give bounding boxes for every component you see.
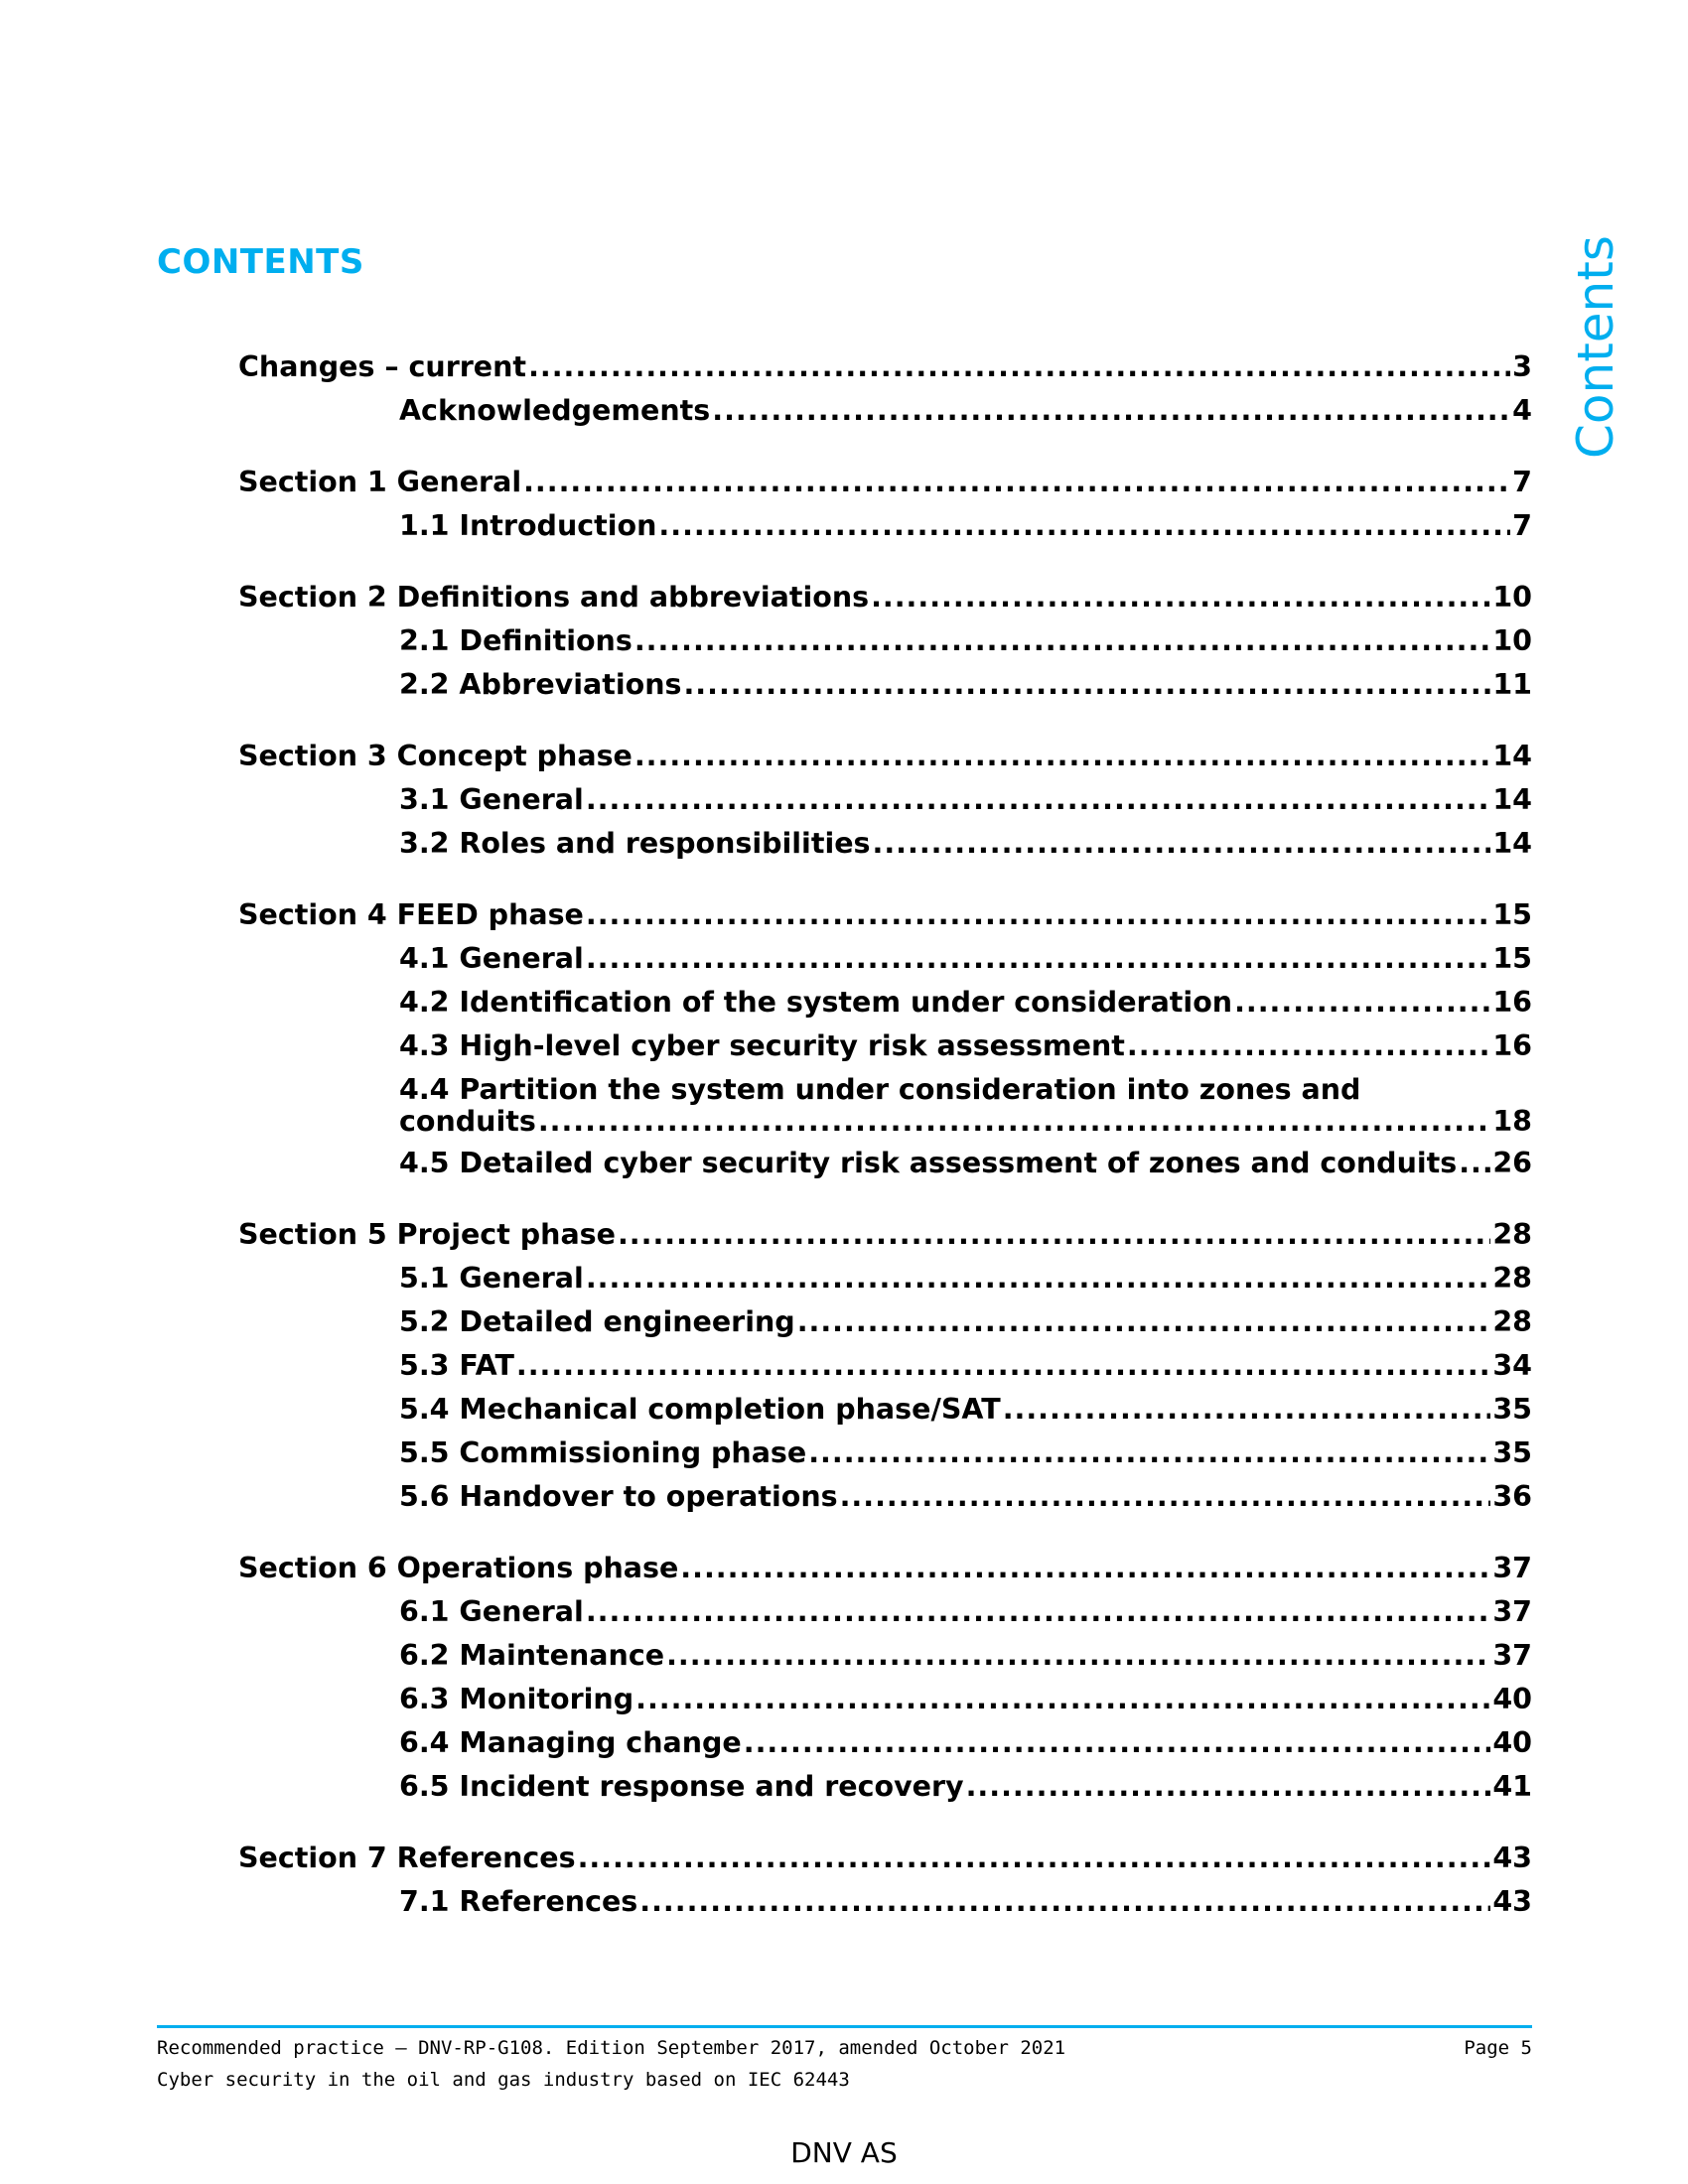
toc-leader (873, 828, 1491, 860)
toc-leader (586, 943, 1491, 975)
toc-entry-page: 15 (1492, 942, 1532, 975)
toc-leader (840, 1481, 1491, 1513)
toc-entry-section-5[interactable] (238, 1219, 1532, 1251)
toc-entry-5-5[interactable] (399, 1437, 1532, 1469)
toc-entry-page: 15 (1492, 898, 1532, 931)
toc-entry-5-3[interactable] (399, 1350, 1532, 1382)
toc-entry-page: 37 (1492, 1639, 1532, 1672)
toc-leader (808, 1437, 1490, 1469)
toc-entry-page: 10 (1492, 581, 1532, 614)
toc-entry-section-2[interactable] (238, 582, 1532, 614)
toc-entry-section-3[interactable] (238, 741, 1532, 772)
toc-entry-page: 26 (1492, 1147, 1532, 1179)
toc-entry-title: Section 5 Project phase (238, 1218, 616, 1251)
toc-entry-line2 (399, 1106, 1532, 1138)
toc-entry-6-4[interactable] (399, 1727, 1532, 1759)
toc-entry-page: 34 (1492, 1349, 1532, 1382)
toc-leader (1234, 987, 1490, 1019)
toc-entry-changes[interactable] (238, 351, 1532, 383)
footer-organization: DNV AS (790, 2136, 898, 2169)
toc-leader (744, 1727, 1491, 1759)
toc-entry-page: 40 (1492, 1683, 1532, 1715)
toc-leader (639, 1886, 1490, 1918)
toc-entry-page: 16 (1492, 986, 1532, 1019)
toc-entry-4-2[interactable] (399, 987, 1532, 1019)
toc-entry-title: Section 3 Concept phase (238, 740, 633, 772)
toc-leader (586, 1596, 1491, 1628)
toc-entry-page: 36 (1492, 1480, 1532, 1513)
toc-leader (1003, 1394, 1491, 1426)
toc-entry-title: 6.3 Monitoring (399, 1683, 634, 1715)
toc-entry-4-1[interactable] (399, 943, 1532, 975)
toc-leader (523, 467, 1510, 498)
toc-entry-4-5[interactable] (399, 1148, 1532, 1179)
toc-entry-page: 43 (1492, 1885, 1532, 1918)
toc-entry-section-1[interactable] (238, 467, 1532, 498)
toc-entry-title: Section 2 Definitions and abbreviations (238, 581, 870, 614)
toc-entry-title: 2.2 Abbreviations (399, 668, 682, 701)
toc-leader (634, 625, 1491, 657)
toc-leader (797, 1306, 1491, 1338)
footer-document-title: Cyber security in the oil and gas industry based on IEC 62443 (157, 2069, 850, 2091)
toc-leader (658, 510, 1510, 542)
toc-entry-page: 14 (1492, 783, 1532, 816)
toc-entry-page: 14 (1492, 827, 1532, 860)
toc-entry-title: 5.3 FAT (399, 1349, 514, 1382)
toc-entry-title: 4.5 Detailed cyber security risk assessment of zones and conduits (399, 1147, 1458, 1179)
toc-entry-title: Changes – current (238, 350, 527, 383)
toc-entry-title: 6.4 Managing change (399, 1726, 742, 1759)
toc-entry-title: 4.3 High-level cyber security risk assessment (399, 1029, 1125, 1062)
toc-leader (538, 1106, 1491, 1138)
toc-entry-title: Acknowledgements (399, 394, 711, 427)
toc-leader (634, 741, 1490, 772)
toc-entry-page: 41 (1492, 1770, 1532, 1803)
toc-entry-page: 11 (1492, 668, 1532, 701)
toc-entry-section-7[interactable] (238, 1843, 1532, 1874)
toc-entry-title: 5.1 General (399, 1262, 584, 1295)
toc-leader (516, 1350, 1490, 1382)
toc-leader (683, 669, 1490, 701)
toc-entry-page: 18 (1492, 1105, 1532, 1138)
toc-entry-title: 5.6 Handover to operations (399, 1480, 838, 1513)
toc-entry-page: 7 (1512, 509, 1532, 542)
toc-entry-page: 37 (1492, 1552, 1532, 1584)
toc-entry-4-3[interactable] (399, 1030, 1532, 1062)
side-tab-label: Contents (1567, 235, 1624, 459)
toc-entry-acknowledgements[interactable] (399, 395, 1532, 427)
toc-entry-section-4[interactable] (238, 899, 1532, 931)
toc-leader (586, 899, 1490, 931)
toc-entry-page: 43 (1492, 1842, 1532, 1874)
toc-leader (666, 1640, 1490, 1672)
toc-entry-title: 4.1 General (399, 942, 584, 975)
toc-entry-title: Section 4 FEED phase (238, 898, 584, 931)
toc-entry-page: 4 (1512, 394, 1532, 427)
toc-entry-page: 37 (1492, 1595, 1532, 1628)
toc-entry-page: 3 (1512, 350, 1532, 383)
toc-entry-title: 4.2 Identification of the system under consideration (399, 986, 1233, 1019)
toc-entry-6-3[interactable] (399, 1684, 1532, 1715)
footer-divider (157, 2025, 1532, 2028)
toc-entry-3-2[interactable] (399, 828, 1532, 860)
toc-entry-page: 28 (1492, 1305, 1532, 1338)
toc-entry-page: 35 (1492, 1436, 1532, 1469)
toc-entry-page: 16 (1492, 1029, 1532, 1062)
toc-entry-title: 3.2 Roles and responsibilities (399, 827, 871, 860)
toc-entry-title-line2: conduits (399, 1105, 536, 1138)
toc-entry-page: 7 (1512, 466, 1532, 498)
toc-leader (635, 1684, 1490, 1715)
toc-entry-2-1[interactable] (399, 625, 1532, 657)
toc-entry-title: 6.1 General (399, 1595, 584, 1628)
toc-leader (528, 351, 1510, 383)
toc-leader (586, 1263, 1491, 1295)
toc-entry-4-4[interactable] (399, 1074, 1532, 1138)
toc-entry-2-2[interactable] (399, 669, 1532, 701)
toc-entry-title: 5.2 Detailed engineering (399, 1305, 795, 1338)
toc-leader (578, 1843, 1491, 1874)
toc-entry-page: 10 (1492, 624, 1532, 657)
toc-entry-1-1[interactable] (399, 510, 1532, 542)
toc-entry-page: 28 (1492, 1262, 1532, 1295)
toc-leader (680, 1553, 1490, 1584)
toc-entry-title: 3.1 General (399, 783, 584, 816)
toc-entry-6-5[interactable] (399, 1771, 1532, 1803)
toc-entry-title: 6.5 Incident response and recovery (399, 1770, 964, 1803)
toc-entry-5-6[interactable] (399, 1481, 1532, 1513)
toc-entry-title: Section 7 References (238, 1842, 576, 1874)
toc-entry-title: 7.1 References (399, 1885, 638, 1918)
toc-leader (871, 582, 1490, 614)
footer-page-number: Page 5 (1464, 2037, 1532, 2059)
toc-entry-6-1[interactable] (399, 1596, 1532, 1628)
toc-entry-5-2[interactable] (399, 1306, 1532, 1338)
toc-entry-7-1[interactable] (399, 1886, 1532, 1918)
toc-entry-page: 35 (1492, 1393, 1532, 1426)
toc-leader (618, 1219, 1490, 1251)
toc-entry-title-line1: 4.4 Partition the system under consideration into zones and (399, 1073, 1361, 1106)
toc-entry-title: Section 1 General (238, 466, 522, 498)
toc-leader (1459, 1148, 1490, 1179)
toc-entry-title: 6.2 Maintenance (399, 1639, 665, 1672)
toc-entry-title: 1.1 Introduction (399, 509, 657, 542)
toc-entry-section-6[interactable] (238, 1553, 1532, 1584)
toc-leader (1127, 1030, 1490, 1062)
toc-leader (586, 784, 1491, 816)
toc-leader (712, 395, 1510, 427)
page-title: CONTENTS (157, 242, 364, 282)
footer-document-edition: Recommended practice — DNV-RP-G108. Edition September 2017, amended October 2021 (157, 2037, 1066, 2059)
toc-entry-title: 2.1 Definitions (399, 624, 633, 657)
toc-entry-6-2[interactable] (399, 1640, 1532, 1672)
toc-entry-page: 14 (1492, 740, 1532, 772)
toc-entry-title: 5.4 Mechanical completion phase/SAT (399, 1393, 1001, 1426)
toc-leader (966, 1771, 1491, 1803)
toc-entry-5-4[interactable] (399, 1394, 1532, 1426)
toc-entry-5-1[interactable] (399, 1263, 1532, 1295)
toc-entry-page: 28 (1492, 1218, 1532, 1251)
toc-entry-page: 40 (1492, 1726, 1532, 1759)
toc-entry-title: Section 6 Operations phase (238, 1552, 679, 1584)
toc-entry-3-1[interactable] (399, 784, 1532, 816)
toc-entry-title: 5.5 Commissioning phase (399, 1436, 807, 1469)
